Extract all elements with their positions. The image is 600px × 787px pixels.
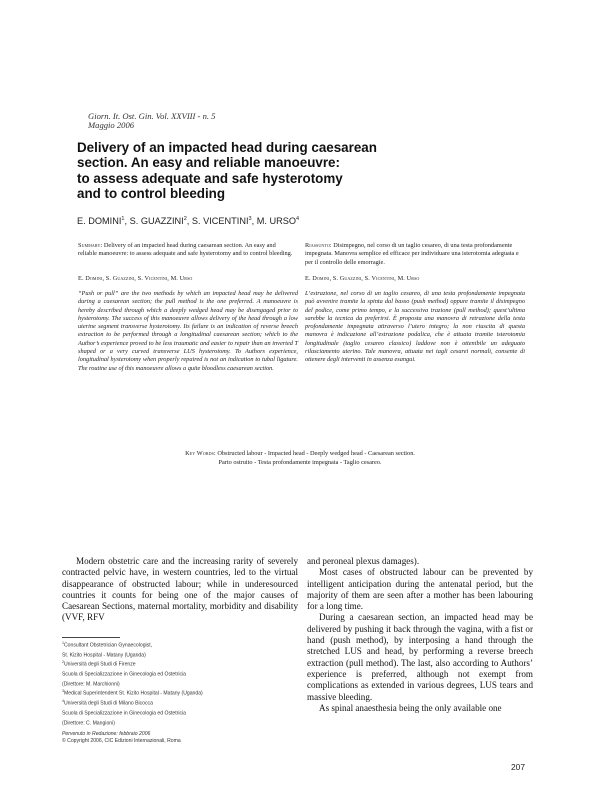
affiliation-line: $^2$Università degli Studi di Firenze xyxy=(62,660,136,669)
keywords xyxy=(100,450,500,467)
affiliation-line: Scuola di Specializzazione in Ginecologia ed Ostetricia xyxy=(62,710,187,717)
body-paragraph: and peroneal plexus damages). xyxy=(307,556,420,566)
author-name: S. VICENTINI xyxy=(191,216,249,227)
keywords-italian: Parto ostruito - Testa profondamente impegnata - Taglio cesareo. xyxy=(218,458,382,466)
author-name: E. DOMINI xyxy=(77,216,122,227)
journal-date: Maggio 2006 xyxy=(88,120,135,131)
body-paragraph-left: Modern obstetric care and the increasing rarity of severely contracted pelvic have, in western countries, led to the virtual disappearance of obstructed labour; while in underesourced countries it counts for being one of the major causes of Caesarean Sections, maternal mortality, morbidity and disability (VVF, RFV xyxy=(62,556,298,623)
keywords-label: Key Words: xyxy=(185,450,216,457)
author-affiliation-mark: 2 xyxy=(183,216,187,222)
keywords-english: Obstructed labour - Impacted head - Deeply wedged head - Caesarean section. xyxy=(217,450,415,457)
author-affiliation-mark: 1 xyxy=(121,216,125,222)
page-number: 207 xyxy=(511,762,525,772)
body-paragraph: As spinal anaesthesia being the only available one xyxy=(319,702,502,713)
journal-citation xyxy=(88,112,215,131)
received-date: Pervenuto in Redazione: febbraio 2006 xyxy=(62,731,151,737)
body-paragraph: During a caesarean section, an impacted head may be delivered by pushing it back through the vagina, with a fist or hand (push method), by interposing a hand through the stretched LUS and head, by performing a reverse breech extraction (pull method). The last, also according to Authors’ experience is preferred, although not exempt from complications as extended in various degrees, LUS tears and massive bleeding. xyxy=(307,612,533,702)
summary-byline: E. Domini, S. Guazzini, S. Vicentini, M. Urso xyxy=(78,275,193,282)
body-paragraph: Most cases of obstructed labour can be prevented by intelligent anticipation during the antenatal period, but the majority of them are seen after a mother has been labouring for a long time. xyxy=(307,567,533,612)
affiliation-line: $^4$Università degli Studi di Milano Bicocca xyxy=(62,699,153,707)
author-affiliation-mark: 4 xyxy=(296,216,300,222)
affiliations xyxy=(62,640,298,727)
summary-heading xyxy=(78,242,296,259)
riassunto-label: Riassunto: xyxy=(305,242,332,249)
riassunto-byline: E. Domini, S. Guazzini, S. Vicentini, M. Urso xyxy=(305,275,420,282)
affiliation-line: (Direttore: C. Mangioni) xyxy=(62,720,115,727)
affiliation-line: $^1$Consultant Obstetrician Gynaecologist, xyxy=(62,641,153,649)
summary-body: “Push or pull” are the two methods by which an impacted head may be delivered during a caesarean section; the pull method is the one preferred. A manoeuvre is hereby described through which a deeply wedged head may be disengaged prior to hysterotomy. The success of this manoeuvre allows delivery of the head through a low uterine segment transverse hysterotomy. Its failure is an indication of reverse breech extraction to be performed through a longitudinal caesarean section; which to the Author’s experience proved to be less traumatic and easier to repair than an inverted T shaped or a very curved transverse LUS hysterotomy. To Authors experience, longitudinal hysterotomy when properly repaired is not an indication to tubal ligature. The routine use of this manoeuvre allows a quite bloodless caesarean section. xyxy=(78,290,298,372)
title-line-4: and to control bleeding xyxy=(77,186,226,202)
affiliation-line: (Direttore: M. Marchionni) xyxy=(62,681,120,688)
affiliation-line: Scuola di Specializzazione in Ginecologia ed Ostetricia xyxy=(62,671,187,678)
article-title xyxy=(77,140,377,202)
riassunto-heading xyxy=(305,242,525,267)
title-line-3: to assess adequate and safe hysterotomy xyxy=(77,170,343,186)
copyright: © Copyright 2006, CIC Edizioni Internazionali, Roma xyxy=(62,738,181,744)
author-name: S. GUAZZINI xyxy=(129,216,184,227)
title-line-2: section. An easy and reliable manoeuvre: xyxy=(77,155,340,171)
affiliation-line: $^3$Medical Superintendent St. Kizito Hospital - Matany (Uganda) xyxy=(62,689,203,698)
author-name: M. URSO xyxy=(256,216,297,227)
publication-notes xyxy=(62,731,298,745)
riassunto-title: Disimpegno, nel corso di un taglio cesareo, di una testa profondamente impegnata. Manovra semplice ed efficace per individuare una isterotomia adeguata e per il controllo delle emorragie. xyxy=(305,242,519,266)
title-line-1: Delivery of an impacted head during caesarean xyxy=(77,140,377,155)
footnote-divider xyxy=(62,637,120,638)
journal-volume: Giorn. It. Ost. Gin. Vol. XXVIII - n. 5 xyxy=(88,111,216,121)
author-list: E. DOMINI$^1$, S. GUAZZINI$^2$, S. VICENTINI$^3$, M. URSO$^4$ xyxy=(77,216,300,227)
author-affiliation-mark: 3 xyxy=(248,216,252,222)
affiliation-line: St. Kizito Hospital - Matany (Uganda) xyxy=(62,652,146,659)
body-column-right xyxy=(307,556,533,714)
summary-label: Summary: xyxy=(78,242,103,249)
summary-title: Delivery of an impacted head during caesarean section. An easy and reliable manoeuvre: to assess adequate and safe hysterotomy and to control bleeding. xyxy=(78,242,293,258)
riassunto-body: L’estrazione, nel corso di un taglio cesareo, di una testa profondamente impegnata può avvenire tramite la spinta dal basso (push method) oppure tramite il disimpegno del podice, come primo tempo, e la successiva trazione (pull method); quest’ultima sarebbe la tecnica da preferirsi. È proposta una manovra di retrazione della testa profondamente impegnata attraverso l’utero integro; la non riuscita di questa manovra è indicazione all’estrazione podalica, che è attuata tramite isterotomia longitudinale (taglio cesareo classico) laddove non è ottenibile un adeguato rilasciamento uterino. Tale manovra, attuata nei tagli cesarei normali, consente di ottenere degli interventi in assenza esangui. xyxy=(305,290,525,364)
